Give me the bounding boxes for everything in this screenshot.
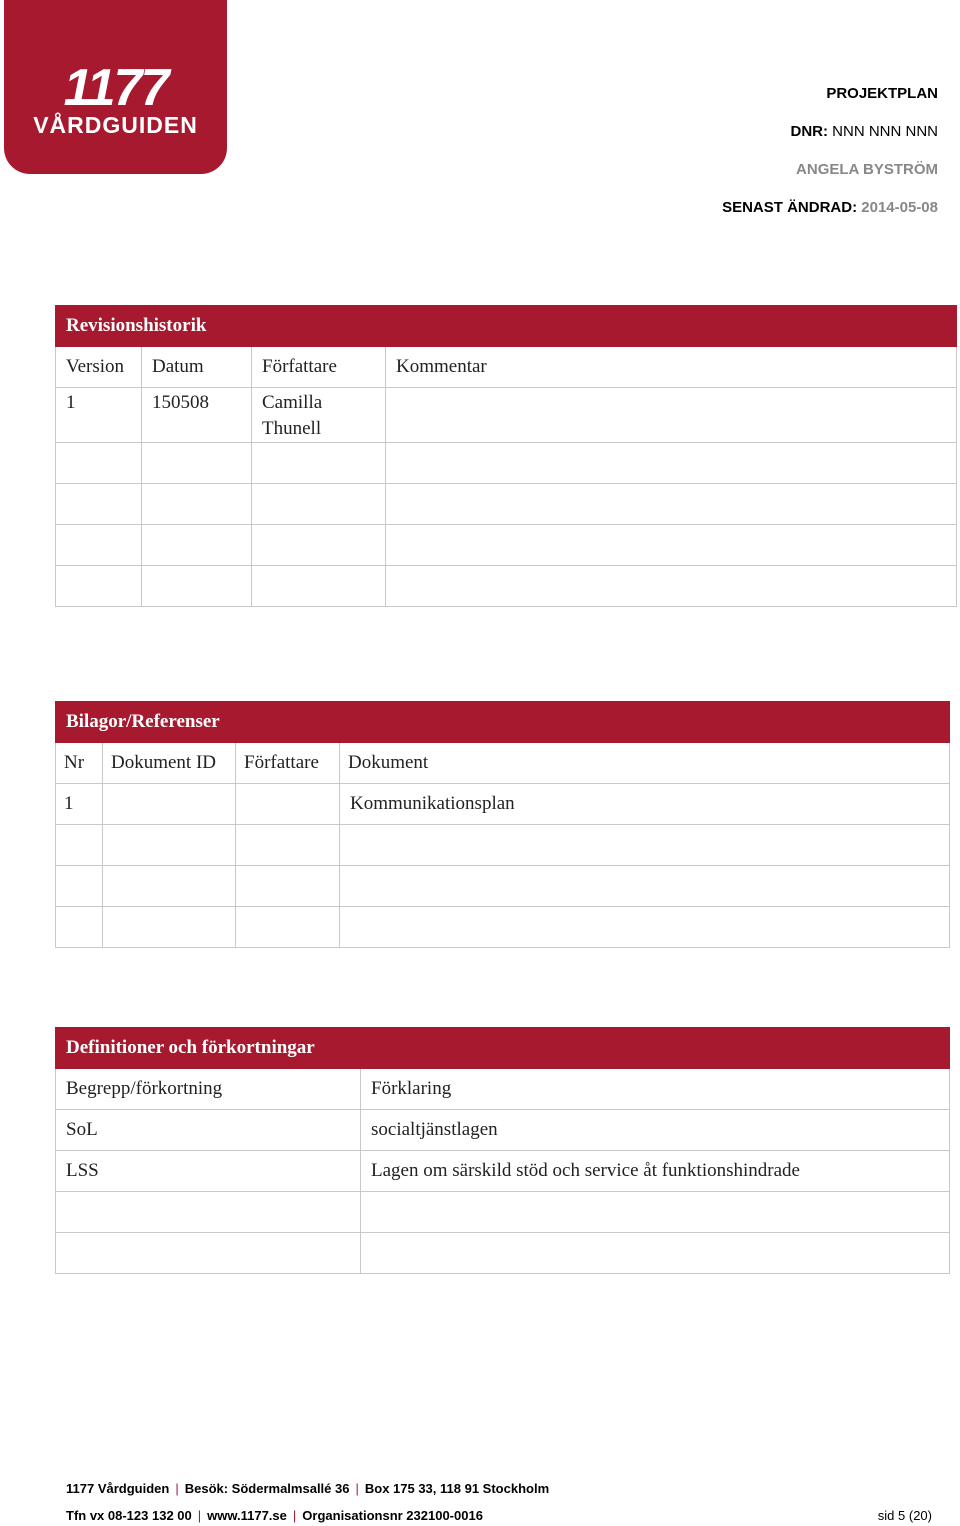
col-version: Version (56, 347, 142, 388)
author: ANGELA BYSTRÖM (796, 161, 938, 178)
table-row (56, 1151, 950, 1192)
dnr-label: DNR: (790, 123, 828, 140)
doc-type: PROJEKTPLAN (826, 85, 938, 102)
page-number: sid 5 (20) (877, 1508, 932, 1523)
cell-dokument-id (103, 784, 236, 825)
definitions-title: Definitioner och förkortningar (56, 1028, 950, 1069)
revision-title: Revisionshistorik (56, 306, 957, 347)
cell-datum: 150508 (142, 388, 252, 443)
logo-number: 1177 (63, 59, 168, 117)
footer-phone: Tfn vx 08-123 132 00 (66, 1508, 192, 1523)
table-row-empty (56, 866, 950, 907)
table-row-empty (56, 907, 950, 948)
footer-box: Box 175 33, 118 91 Stockholm (364, 1481, 550, 1496)
cell-forklaring: Lagen om särskild stöd och service åt funktionshindrade (361, 1151, 950, 1192)
last-changed (722, 199, 938, 216)
table-row (56, 784, 950, 825)
table-row-empty (56, 1233, 950, 1274)
table-row-empty (56, 566, 957, 607)
footer-web-link[interactable]: www.1177.se (207, 1508, 287, 1523)
attachments-title: Bilagor/Referenser (56, 702, 950, 743)
cell-forklaring: socialtjänstlagen (361, 1110, 950, 1151)
attachments-table (55, 701, 950, 948)
cell-begrepp: LSS (56, 1151, 361, 1192)
last-changed-label: SENAST ÄNDRAD: (722, 199, 858, 216)
cell-version: 1 (56, 388, 142, 443)
col-dokument-id: Dokument ID (103, 743, 236, 784)
definitions-table (55, 1027, 950, 1274)
cell-dokument: Kommunikationsplan (340, 784, 950, 825)
col-nr: Nr (56, 743, 103, 784)
logo-1177-vardguiden (4, 0, 227, 174)
col-begrepp: Begrepp/förkortning (56, 1069, 361, 1110)
logo-name: VÅRDGUIDEN (33, 112, 198, 138)
table-row-empty (56, 443, 957, 484)
table-row-empty (56, 825, 950, 866)
cell-forfattare (236, 784, 340, 825)
table-row (56, 1110, 950, 1151)
cell-forfattare: Camilla Thunell (252, 388, 386, 443)
col-forfattare: Författare (236, 743, 340, 784)
dnr (791, 123, 939, 140)
attachments-header-row (56, 743, 950, 784)
col-forklaring: Förklaring (361, 1069, 950, 1110)
col-dokument: Dokument (340, 743, 950, 784)
dnr-value: NNN NNN NNN (832, 123, 938, 140)
col-datum: Datum (142, 347, 252, 388)
footer-visit: Besök: Södermalmsallé 36 (184, 1481, 350, 1496)
revision-history-table (55, 305, 957, 607)
table-row-empty (56, 525, 957, 566)
footer-line-2: Tfn vx 08-123 132 00 | www.1177.se | Organisationsnr 232100-0016 (66, 1508, 483, 1523)
table-row-empty (56, 1192, 950, 1233)
col-kommentar: Kommentar (386, 347, 957, 388)
cell-kommentar (386, 388, 957, 443)
table-row-empty (56, 484, 957, 525)
table-row (56, 388, 957, 443)
revision-header-row (56, 347, 957, 388)
footer-orgnr: Organisationsnr 232100-0016 (302, 1508, 483, 1523)
footer-line-1: 1177 Vårdguiden | Besök: Södermalmsallé 36 | Box 175 33, 118 91 Stockholm (66, 1481, 550, 1496)
cell-begrepp: SoL (56, 1110, 361, 1151)
last-changed-value: 2014-05-08 (861, 199, 938, 216)
footer-org: 1177 Vårdguiden (66, 1481, 170, 1496)
definitions-header-row (56, 1069, 950, 1110)
cell-nr: 1 (56, 784, 103, 825)
col-forfattare: Författare (252, 347, 386, 388)
